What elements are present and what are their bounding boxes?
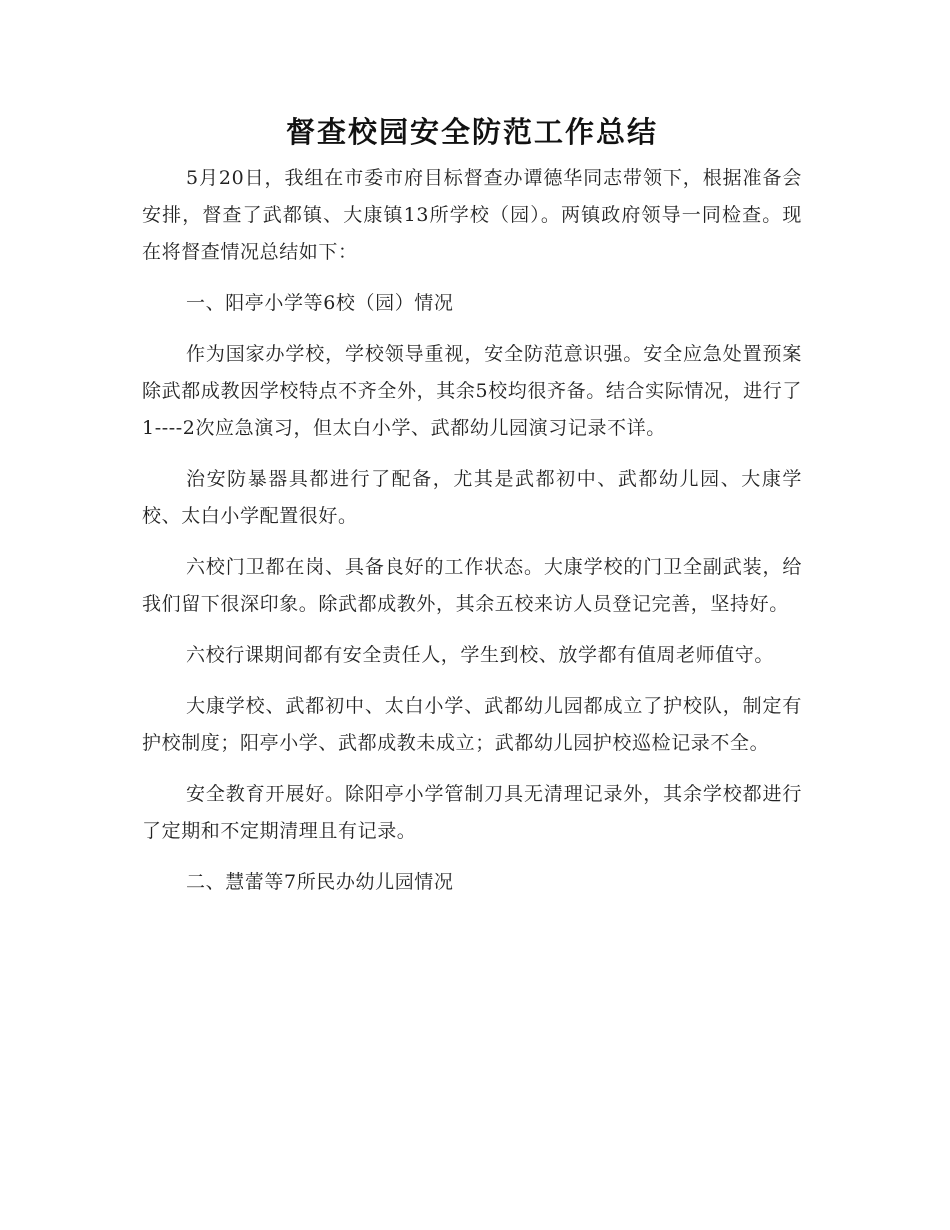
spacer	[142, 152, 802, 160]
paragraph-duty-staff: 六校行课期间都有安全责任人，学生到校、放学都有值周老师值守。	[186, 644, 775, 666]
paragraph-intro: 5月20日，我组在市委市府目标督查办谭德华同志带领下，根据准备会安排，督查了武都镇、大康镇13所学校（园）。两镇政府领导一同检查。现在将督查情况总结如下：	[142, 167, 802, 263]
paragraph-gate-guards: 六校门卫都在岗、具备良好的工作状态。大康学校的门卫全副武装，给我们留下很深印象。除武都成教外，其余五校来访人员登记完善，坚持好。	[142, 556, 802, 615]
spacer	[142, 271, 802, 285]
paragraph-security-equipment: 治安防暴器具都进行了配备，尤其是武都初中、武都幼儿园、大康学校、太白小学配置很好。	[142, 468, 802, 527]
document-page	[142, 112, 802, 901]
paragraph-safety-education: 安全教育开展好。除阳亭小学管制刀具无清理记录外，其余学校都进行了定期和不定期清理且有记录。	[142, 783, 802, 842]
spacer	[142, 447, 802, 461]
spacer	[142, 623, 802, 637]
paragraph-patrol-team: 大康学校、武都初中、太白小学、武都幼儿园都成立了护校队，制定有护校制度；阳亭小学、武都成教未成立；武都幼儿园护校巡检记录不全。	[142, 695, 802, 754]
section-heading-2: 二、慧蕾等7所民办幼儿园情况	[186, 871, 454, 893]
document-title: 督查校园安全防范工作总结	[285, 115, 658, 149]
spacer	[142, 535, 802, 549]
spacer	[142, 674, 802, 688]
section-heading-1: 一、阳亭小学等6校（园）情况	[186, 292, 454, 314]
spacer	[142, 322, 802, 336]
spacer	[142, 850, 802, 864]
spacer	[142, 762, 802, 776]
paragraph-emergency-plan: 作为国家办学校，学校领导重视，安全防范意识强。安全应急处置预案除武都成教因学校特点不齐全外，其余5校均很齐备。结合实际情况，进行了1----2次应急演习，但太白小学、武都幼儿园演习记录不详。	[142, 343, 802, 439]
